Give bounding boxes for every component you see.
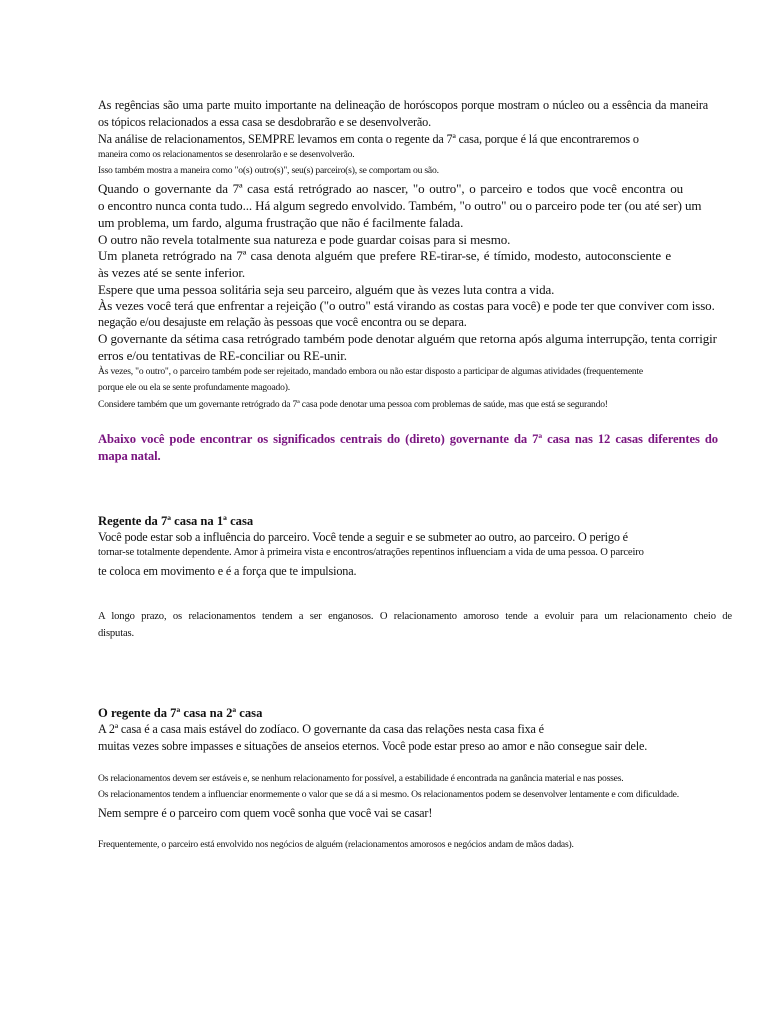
text-line: A 2ª casa é a casa mais estável do zodíaco. O governante da casa das relações nesta casa fixa é [98,722,544,736]
text-line-small: Frequentemente, o parceiro está envolvido nos negócios de alguém (relacionamentos amorosos e negócios andam de mãos dadas). [98,839,574,850]
text-line-small: Às vezes, "o outro", o parceiro também pode ser rejeitado, mandado embora ou não estar disposto a participar de algumas atividades (frequentemente [98,366,643,377]
text-line: Nem sempre é o parceiro com quem você sonha que você vai se casar! [98,806,433,820]
text-line-small: maneira como os relacionamentos se desenrolarão e se desenvolverão. [98,149,355,160]
text-line: negação e/ou desajuste em relação às pessoas que você encontra ou se depara. [98,315,467,329]
text-line-small: disputas. [98,628,135,639]
text-line: um problema, um fardo, alguma frustração que não é facilmente falada. [98,215,464,230]
text-line: muitas vezes sobre impasses e situações de anseios eternos. Você pode estar preso ao amor e não consegue sair dele. [98,739,648,753]
text-line: Você pode estar sob a influência do parceiro. Você tende a seguir e se submeter ao outro, ao parceiro. O perigo é [98,530,628,544]
text-line: Espere que uma pessoa solitária seja seu parceiro, alguém que às vezes luta contra a vida. [98,282,555,297]
text-line: Às vezes você terá que enfrentar a rejeição ("o outro" está virando as costas para você) e pode ter que conviver com isso. [98,298,715,313]
text-line-small: Isso também mostra a maneira como "o(s) outro(s)", seu(s) parceiro(s), se comportam ou são. [98,165,439,176]
text-line: o encontro nunca conta tudo... Há algum segredo envolvido. Também, "o outro" ou o parceiro pode ter (ou até ser) um [98,198,702,213]
highlight-line: mapa natal. [98,449,161,463]
text-line: Quando o governante da 7ª casa está retrógrado ao nascer, "o outro", o parceiro e todos que você encontra ou [98,181,683,196]
text-line-small: Considere também que um governante retrógrado da 7ª casa pode denotar uma pessoa com problemas de saúde, mas que está se segurando! [98,399,608,410]
text-line: As regências são uma parte muito importante na delineação de horóscopos porque mostram o núcleo ou a essência da maneira [98,98,708,112]
text-line-small: Os relacionamentos devem ser estáveis e, se nenhum relacionamento for possível, a estabilidade é encontrada na ganância material e nas posses. [98,773,624,784]
text-line: os tópicos relacionados a essa casa se desdobrarão e se desenvolverão. [98,115,431,129]
text-line-small: tornar-se totalmente dependente. Amor à primeira vista e encontros/atrações repentinos influenciam a vida de uma pessoa. O parceiro [98,547,644,558]
section-heading: Regente da 7ª casa na 1ª casa [98,514,254,528]
section-heading: O regente da 7ª casa na 2ª casa [98,706,263,720]
text-line-small: A longo prazo, os relacionamentos tendem a ser enganosos. O relacionamento amoroso tende a evoluir para um relacionamento cheio de [98,611,732,622]
text-line: erros e/ou tentativas de RE-conciliar ou RE-unir. [98,348,347,363]
text-line: Um planeta retrógrado na 7ª casa denota alguém que prefere RE-tirar-se, é tímido, modesto, autoconsciente e [98,248,671,263]
text-line: O outro não revela totalmente sua natureza e pode guardar coisas para si mesmo. [98,232,511,247]
text-line: às vezes até se sente inferior. [98,265,246,280]
text-line-small: Os relacionamentos tendem a influenciar enormemente o valor que se dá a si mesmo. Os relacionamentos podem se desenvolver lentamente e com dificuldade. [98,789,679,800]
highlight-line: Abaixo você pode encontrar os significados centrais do (direto) governante da 7ª casa nas 12 casas diferentes do [98,432,718,446]
text-line: Na análise de relacionamentos, SEMPRE levamos em conta o regente da 7ª casa, porque é lá que encontraremos o [98,132,639,146]
text-line: O governante da sétima casa retrógrado também pode denotar alguém que retorna após alguma interrupção, tenta corrigir [98,331,717,346]
text-line: te coloca em movimento e é a força que te impulsiona. [98,564,357,578]
text-line-small: porque ele ou ela se sente profundamente magoado). [98,382,290,393]
